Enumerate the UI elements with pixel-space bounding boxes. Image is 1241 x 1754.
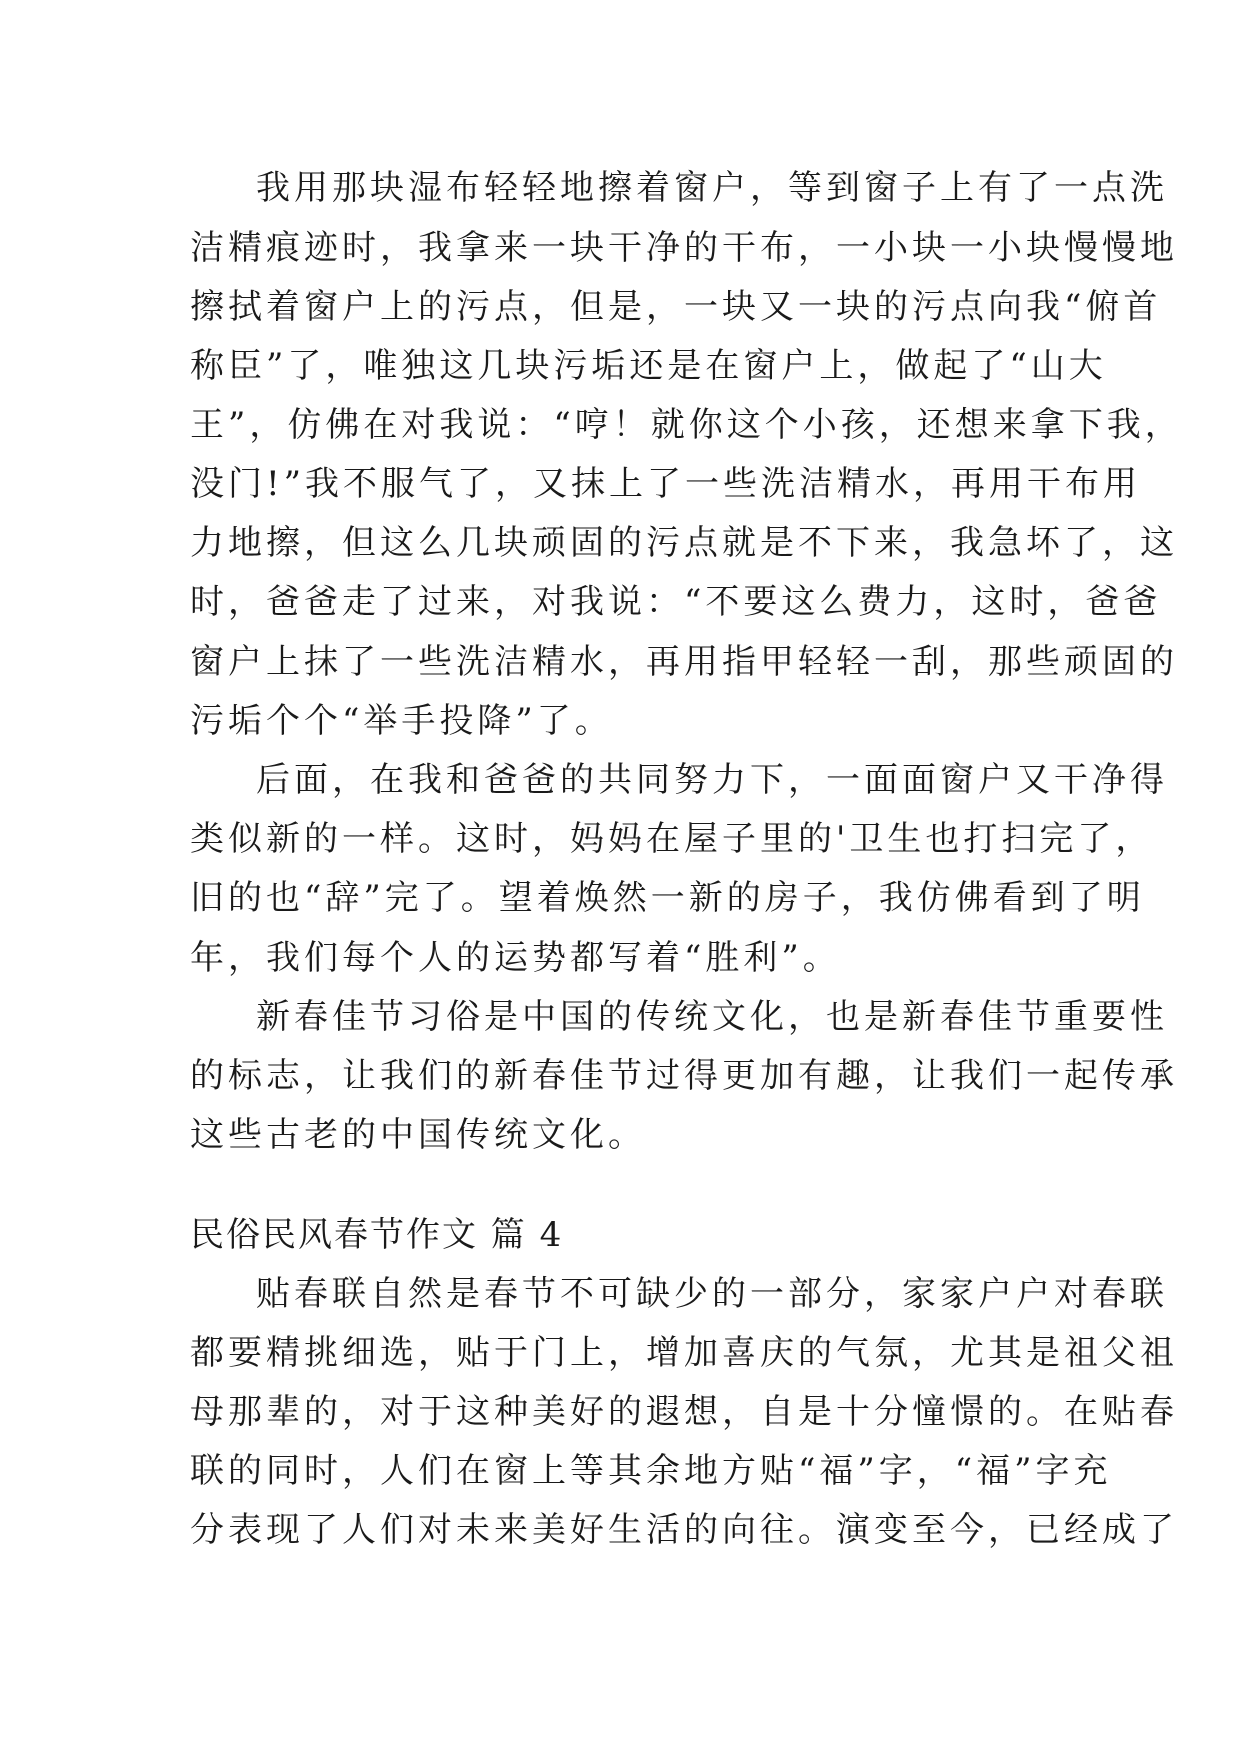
paragraph-1-line-4: 称臣”了，唯独这几块污垢还是在窗户上，做起了“山大: [190, 346, 1107, 386]
section-paragraph-line-2: 都要精挑细选，贴于门上，增加喜庆的气氛，尤其是祖父祖: [190, 1333, 1178, 1373]
paragraph-1-line-1: 我用那块湿布轻轻地擦着窗户，等到窗子上有了一点洗: [256, 168, 1168, 208]
paragraph-1-line-5: 王”，仿佛在对我说：“哼！就你这个小孩，还想来拿下我，: [190, 405, 1183, 445]
section-paragraph-line-3: 母那辈的，对于这种美好的遐想，自是十分憧憬的。在贴春: [190, 1392, 1178, 1432]
paragraph-1-line-8: 时，爸爸走了过来，对我说：“不要这么费力，这时，爸爸: [190, 582, 1162, 622]
paragraph-2-line-4: 年，我们每个人的运势都写着“胜利”。: [190, 938, 841, 978]
paragraph-1-line-2: 洁精痕迹时，我拿来一块干净的干布，一小块一小块慢慢地: [190, 228, 1178, 268]
paragraph-1-line-3: 擦拭着窗户上的污点，但是，一块又一块的污点向我“俯首: [190, 287, 1162, 327]
section-title: 民俗民风春节作文 篇 4: [190, 1215, 564, 1255]
paragraph-3-line-1: 新春佳节习俗是中国的传统文化，也是新春佳节重要性: [256, 997, 1168, 1037]
paragraph-2-line-3: 旧的也“辞”完了。望着焕然一新的房子，我仿佛看到了明: [190, 878, 1145, 918]
paragraph-3-line-3: 这些古老的中国传统文化。: [190, 1115, 646, 1155]
paragraph-1-line-10: 污垢个个“举手投降”了。: [190, 701, 613, 741]
section-paragraph-line-5: 分表现了人们对未来美好生活的向往。演变至今，已经成了: [190, 1510, 1178, 1550]
section-paragraph-line-1: 贴春联自然是春节不可缺少的一部分，家家户户对春联: [256, 1274, 1168, 1314]
paragraph-3-line-2: 的标志，让我们的新春佳节过得更加有趣，让我们一起传承: [190, 1056, 1178, 1096]
section-paragraph-line-4: 联的同时，人们在窗上等其余地方贴“福”字，“福”字充: [190, 1451, 1112, 1491]
paragraph-2-line-2: 类似新的一样。这时，妈妈在屋子里的'卫生也打扫完了，: [190, 819, 1154, 859]
paragraph-1-line-7: 力地擦，但这么几块顽固的污点就是不下来，我急坏了，这: [190, 523, 1178, 563]
paragraph-2-line-1: 后面，在我和爸爸的共同努力下，一面面窗户又干净得: [256, 760, 1168, 800]
paragraph-1-line-6: 没门!”我不服气了，又抹上了一些洗洁精水，再用干布用: [190, 464, 1142, 504]
paragraph-1-line-9: 窗户上抹了一些洗洁精水，再用指甲轻轻一刮，那些顽固的: [190, 642, 1178, 682]
